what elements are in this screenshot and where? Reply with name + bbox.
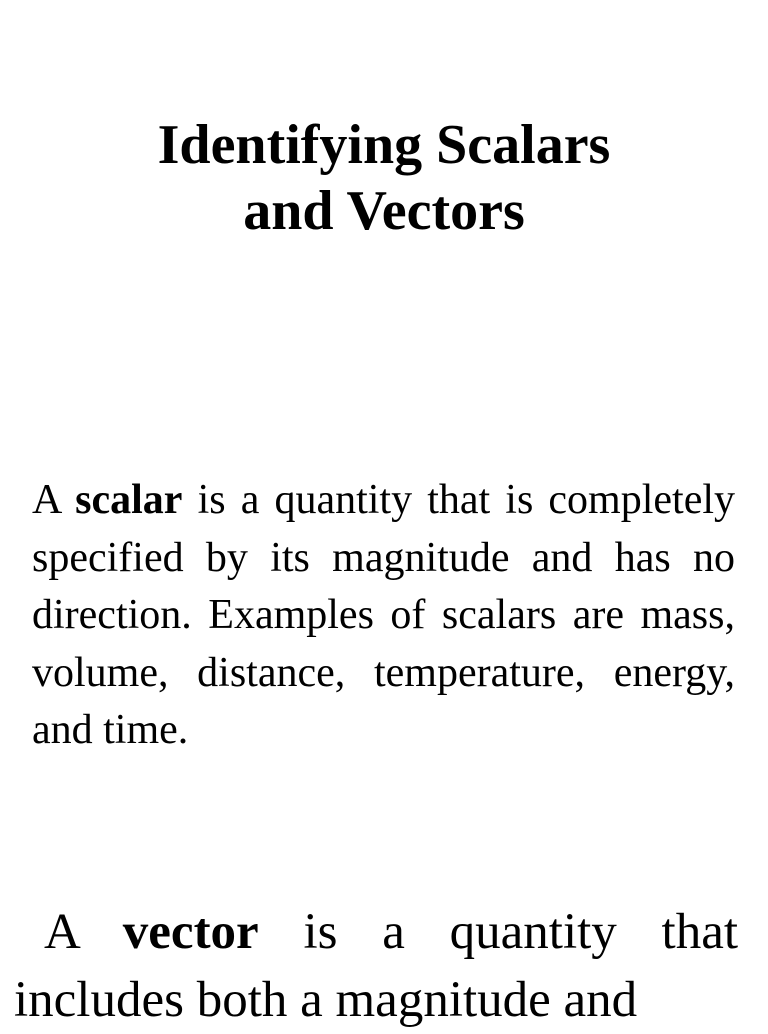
scalar-definition-paragraph [32,472,735,760]
title-line-2: and Vectors [243,180,525,242]
vector-term: vector [122,904,259,960]
scalar-definition-text: is a quantity that is completely specified by its magnitude and has no direction. Examples of scalars are mass, volume, distance, temperature, energy, and time. [32,477,736,753]
vector-definition-text: is a quantity that includes both a magnitude and [14,904,739,1028]
title-line-1: Identifying Scalars [157,114,611,176]
page-title [0,112,768,244]
scalar-lead: A [32,477,61,523]
vector-definition-paragraph [14,898,738,1034]
vector-lead: A [44,904,79,960]
scalar-term: scalar [75,477,183,523]
